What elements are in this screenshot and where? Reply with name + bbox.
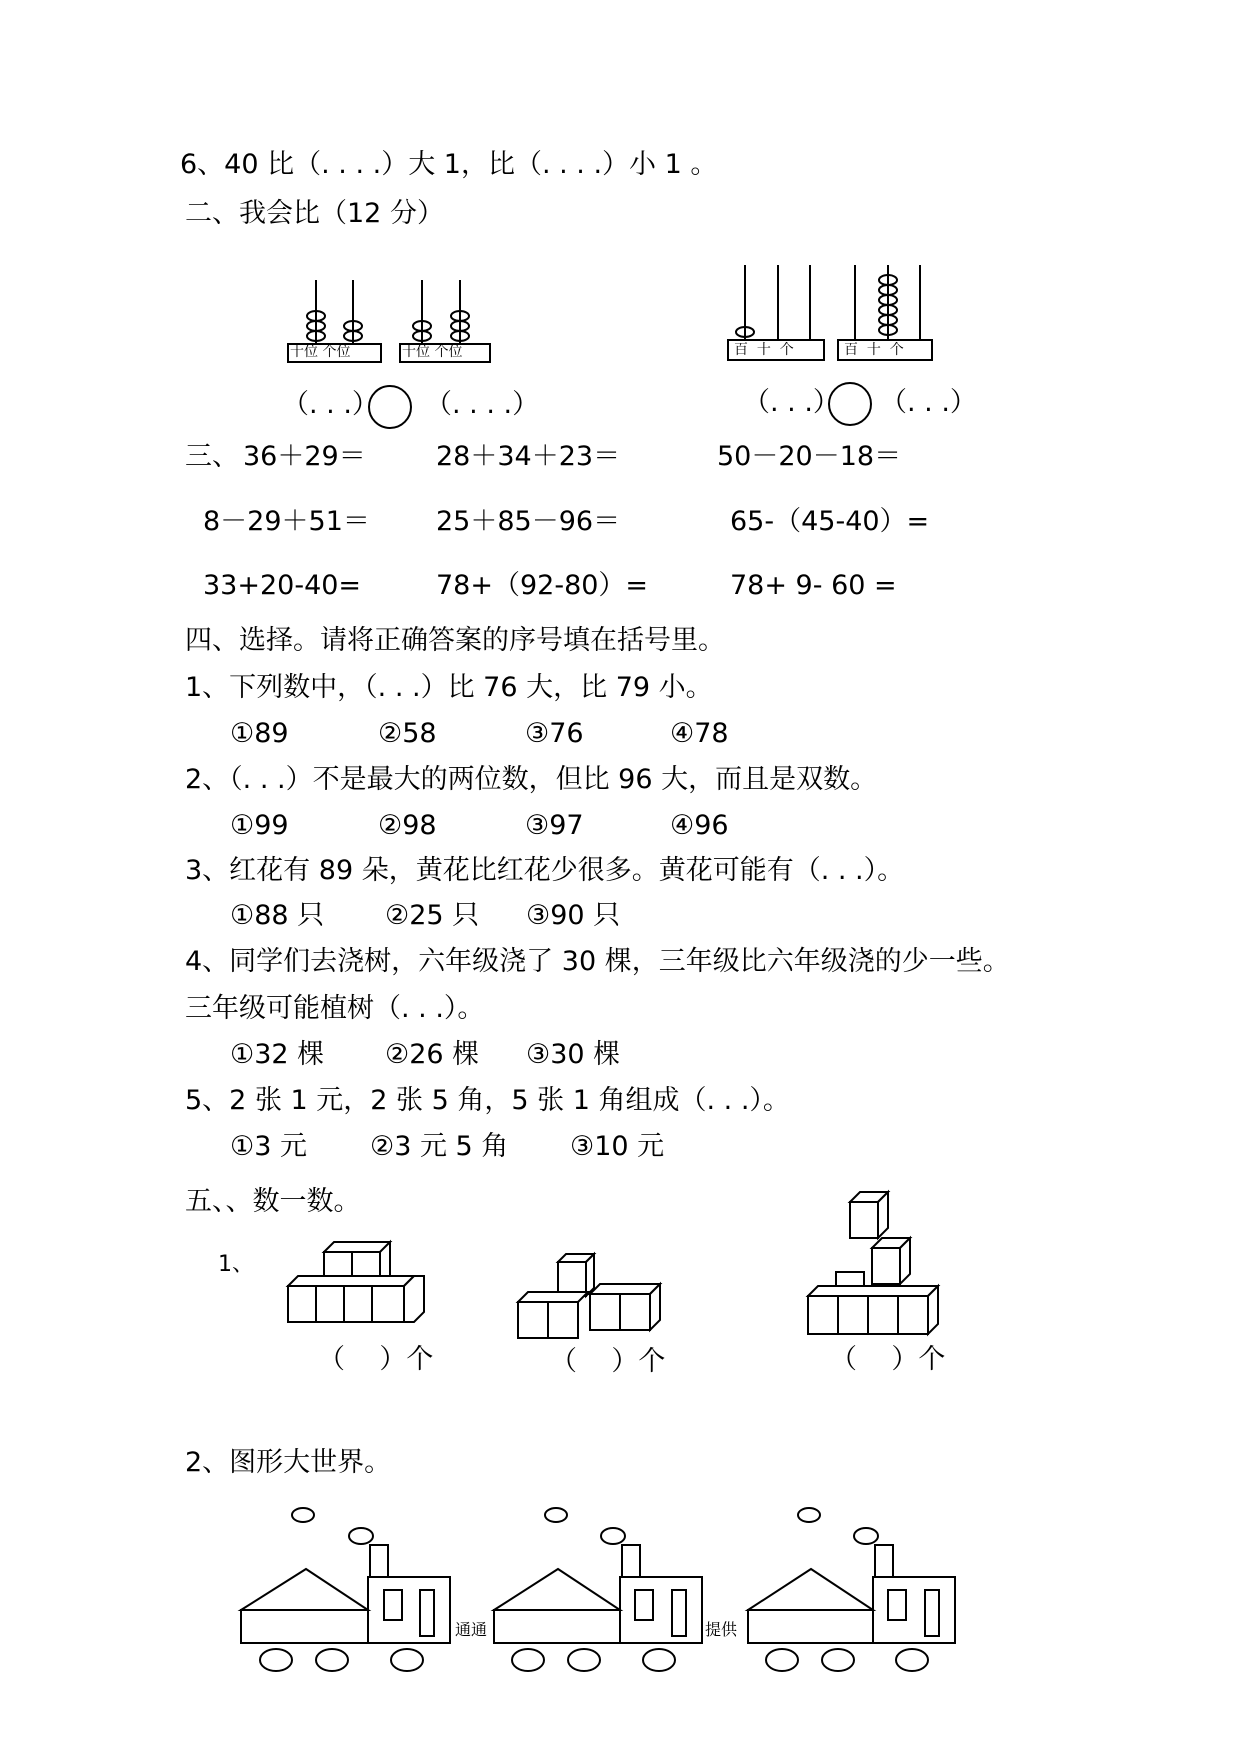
q1-option-3[interactable]: ③76 [525,718,584,749]
q1-option-4[interactable]: ④78 [670,718,729,749]
section-5-title: 五、、数一数。 [185,1186,361,1217]
q5-option-2[interactable]: ②3 元 5 角 [370,1131,509,1162]
choice-q1: 1、下列数中，（. . .）比 76 大，比 79 小。 [185,672,713,703]
q4-option-3[interactable]: ③30 棵 [526,1039,621,1070]
q5-option-3[interactable]: ③10 元 [570,1131,665,1162]
q3-option-3[interactable]: ③90 只 [526,900,621,931]
q1-option-2[interactable]: ②58 [378,718,437,749]
section-5-sub-2: 2、图形大世界。 [185,1447,392,1478]
compare-right-blank-2[interactable]: （. . .） [880,387,977,418]
watermark-text-2: 提供 [705,1620,738,1639]
calc-1-1: 36＋29＝ [243,441,366,472]
q5-option-1[interactable]: ①3 元 [230,1131,307,1162]
question-6: 6、40 比（. . . .）大 1，比（. . . .）小 1 。 [180,149,718,180]
q4-option-2[interactable]: ②26 棵 [385,1039,480,1070]
count-blank-3[interactable]: （ ）个 [830,1344,946,1375]
section-4-title: 四、选择。请将正确答案的序号填在括号里。 [185,625,725,656]
count-blank-2[interactable]: （ ）个 [550,1346,666,1377]
choice-q4-line-2: 三年级可能植树（. . .）。 [185,993,485,1024]
count-blank-1[interactable]: （ ）个 [318,1344,434,1375]
choice-q5: 5、2 张 1 元，2 张 5 角，5 张 1 角组成（. . .）。 [185,1085,790,1116]
compare-left-blank-2[interactable]: （. . . .） [425,389,540,420]
cube-figure-2 [518,1254,660,1338]
calc-2-2: 25＋85－96＝ [436,506,621,537]
section-2-title: 二、我会比（12 分） [185,198,444,229]
section-5-sub-1: 1、 [218,1252,254,1277]
choice-q4-line-1: 4、同学们去浇树，六年级浇了 30 棵，三年级比六年级浇的少一些。 [185,946,1010,977]
calc-3-1: 33+20-40= [203,570,362,601]
calc-2-1: 8－29＋51＝ [203,506,370,537]
watermark-text-1: 通通 [455,1620,488,1639]
q2-option-2[interactable]: ②98 [378,810,437,841]
abacus-1-label: 十位 个位 [290,344,351,360]
train-1 [241,1508,450,1671]
compare-right-blank-1[interactable]: （. . .） [743,387,840,418]
calc-3-3: 78+ 9- 60 = [730,570,897,601]
q2-option-1[interactable]: ①99 [230,810,289,841]
cube-figure-1 [288,1242,424,1322]
q4-option-1[interactable]: ①32 棵 [230,1039,325,1070]
abacus-4-label: 百 十 个 [844,342,904,358]
q3-option-2[interactable]: ②25 只 [385,900,480,931]
q1-option-1[interactable]: ①89 [230,718,289,749]
calc-1-2: 28＋34＋23＝ [436,441,621,472]
calc-2-3: 65-（45-40）= [730,506,930,537]
q3-option-1[interactable]: ①88 只 [230,900,325,931]
choice-q2: 2、（. . .）不是最大的两位数，但比 96 大，而且是双数。 [185,764,878,795]
train-2 [494,1508,702,1671]
calc-3-2: 78+（92-80）= [436,570,649,601]
train-3 [748,1508,955,1671]
cube-figure-3 [808,1192,938,1334]
abacus-3-label: 百 十 个 [734,342,794,358]
calc-1-3: 50－20－18＝ [717,441,902,472]
q2-option-4[interactable]: ④96 [670,810,729,841]
compare-left-blank-1[interactable]: （. . .） [282,389,379,420]
q2-option-3[interactable]: ③97 [525,810,584,841]
abacus-2-label: 十位 个位 [402,344,463,360]
section-3-label: 三、 [185,441,239,472]
choice-q3: 3、红花有 89 朵，黄花比红花少很多。黄花可能有（. . .）。 [185,855,905,886]
